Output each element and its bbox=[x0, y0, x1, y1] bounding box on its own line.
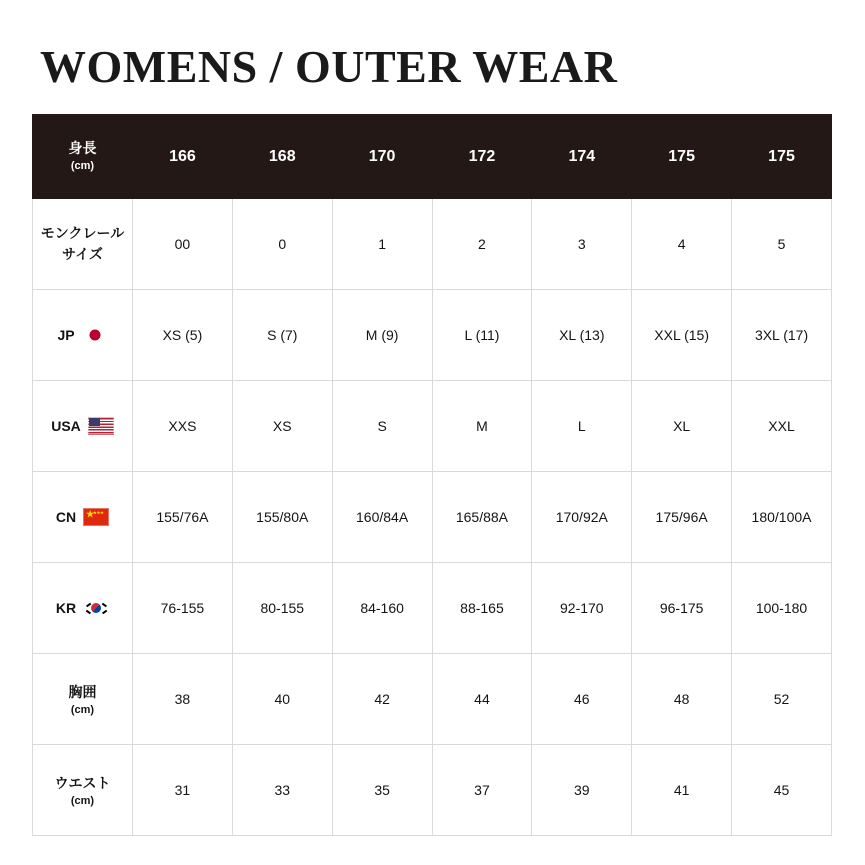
table-cell: 155/76A bbox=[133, 472, 233, 563]
table-cell: 76-155 bbox=[133, 563, 233, 654]
table-cell: 80-155 bbox=[232, 563, 332, 654]
table-cell: 96-175 bbox=[632, 563, 732, 654]
row-label-unit: (cm) bbox=[70, 795, 95, 807]
table-cell: 170/92A bbox=[532, 472, 632, 563]
table-cell: 1 bbox=[332, 199, 432, 290]
table-row bbox=[33, 563, 832, 654]
row-label-unit: (cm) bbox=[70, 160, 95, 173]
table-cell: 180/100A bbox=[732, 472, 832, 563]
table-cell: 84-160 bbox=[332, 563, 432, 654]
table-cell: 175/96A bbox=[632, 472, 732, 563]
table-row bbox=[33, 199, 832, 290]
table-cell: XS (5) bbox=[133, 290, 233, 381]
table-cell: 46 bbox=[532, 654, 632, 745]
row-label-cn bbox=[33, 472, 133, 563]
table-cell: 168 bbox=[232, 115, 332, 199]
table-cell: XS bbox=[232, 381, 332, 472]
flag-cn-icon bbox=[83, 508, 109, 526]
size-chart-table bbox=[32, 114, 832, 836]
row-label-text-line2: サイズ bbox=[62, 246, 103, 262]
table-cell: 88-165 bbox=[432, 563, 532, 654]
row-label-text: KR bbox=[55, 600, 77, 616]
table-cell: M (9) bbox=[332, 290, 432, 381]
table-cell: 3 bbox=[532, 199, 632, 290]
table-cell: 48 bbox=[632, 654, 732, 745]
table-cell: 52 bbox=[732, 654, 832, 745]
table-cell: 41 bbox=[632, 745, 732, 836]
table-cell: 31 bbox=[133, 745, 233, 836]
size-chart-container bbox=[32, 114, 832, 836]
table-cell: XL bbox=[632, 381, 732, 472]
table-cell: 166 bbox=[133, 115, 233, 199]
table-row bbox=[33, 745, 832, 836]
table-cell: S bbox=[332, 381, 432, 472]
row-label-usa bbox=[33, 381, 133, 472]
row-label-unit: (cm) bbox=[70, 704, 95, 716]
row-label-bust bbox=[33, 654, 133, 745]
table-cell: 40 bbox=[232, 654, 332, 745]
page-title: WOMENS / OUTER WEAR bbox=[40, 41, 618, 92]
table-cell: XXL (15) bbox=[632, 290, 732, 381]
table-row bbox=[33, 381, 832, 472]
row-label-moncler-size bbox=[33, 199, 133, 290]
table-cell: 42 bbox=[332, 654, 432, 745]
table-cell: XXS bbox=[133, 381, 233, 472]
table-cell: 155/80A bbox=[232, 472, 332, 563]
row-label-waist bbox=[33, 745, 133, 836]
table-cell: 3XL (17) bbox=[732, 290, 832, 381]
table-cell: 170 bbox=[332, 115, 432, 199]
table-row bbox=[33, 290, 832, 381]
table-cell: 33 bbox=[232, 745, 332, 836]
table-cell: 37 bbox=[432, 745, 532, 836]
table-cell: XL (13) bbox=[532, 290, 632, 381]
table-cell: 5 bbox=[732, 199, 832, 290]
table-cell: 172 bbox=[432, 115, 532, 199]
table-cell: 00 bbox=[133, 199, 233, 290]
table-cell: XXL bbox=[732, 381, 832, 472]
table-cell: L (11) bbox=[432, 290, 532, 381]
table-cell: 174 bbox=[532, 115, 632, 199]
table-cell: 45 bbox=[732, 745, 832, 836]
table-cell: 2 bbox=[432, 199, 532, 290]
table-cell: 38 bbox=[133, 654, 233, 745]
row-label-text: USA bbox=[51, 418, 81, 434]
row-label-text: CN bbox=[55, 509, 77, 525]
flag-kr-icon bbox=[83, 599, 109, 617]
row-label-text-line1: モンクレール bbox=[40, 225, 125, 241]
row-label-jp bbox=[33, 290, 133, 381]
row-label-height bbox=[33, 115, 133, 199]
table-cell: L bbox=[532, 381, 632, 472]
table-cell: 44 bbox=[432, 654, 532, 745]
table-cell: 35 bbox=[332, 745, 432, 836]
table-cell: 165/88A bbox=[432, 472, 532, 563]
table-row bbox=[33, 472, 832, 563]
table-cell: 100-180 bbox=[732, 563, 832, 654]
row-label-text: ウエスト bbox=[54, 775, 111, 791]
table-cell: 4 bbox=[632, 199, 732, 290]
table-cell: 160/84A bbox=[332, 472, 432, 563]
table-cell: 92-170 bbox=[532, 563, 632, 654]
table-row bbox=[33, 654, 832, 745]
row-label-text: JP bbox=[57, 327, 75, 343]
flag-usa-icon bbox=[88, 417, 114, 435]
table-cell: 39 bbox=[532, 745, 632, 836]
table-cell: S (7) bbox=[232, 290, 332, 381]
table-row bbox=[33, 115, 832, 199]
table-cell: 175 bbox=[732, 115, 832, 199]
flag-jp-icon bbox=[82, 326, 108, 344]
table-cell: M bbox=[432, 381, 532, 472]
row-label-kr bbox=[33, 563, 133, 654]
row-label-text: 身長 bbox=[68, 140, 97, 157]
table-cell: 0 bbox=[232, 199, 332, 290]
row-label-text: 胸囲 bbox=[68, 684, 97, 700]
table-cell: 175 bbox=[632, 115, 732, 199]
